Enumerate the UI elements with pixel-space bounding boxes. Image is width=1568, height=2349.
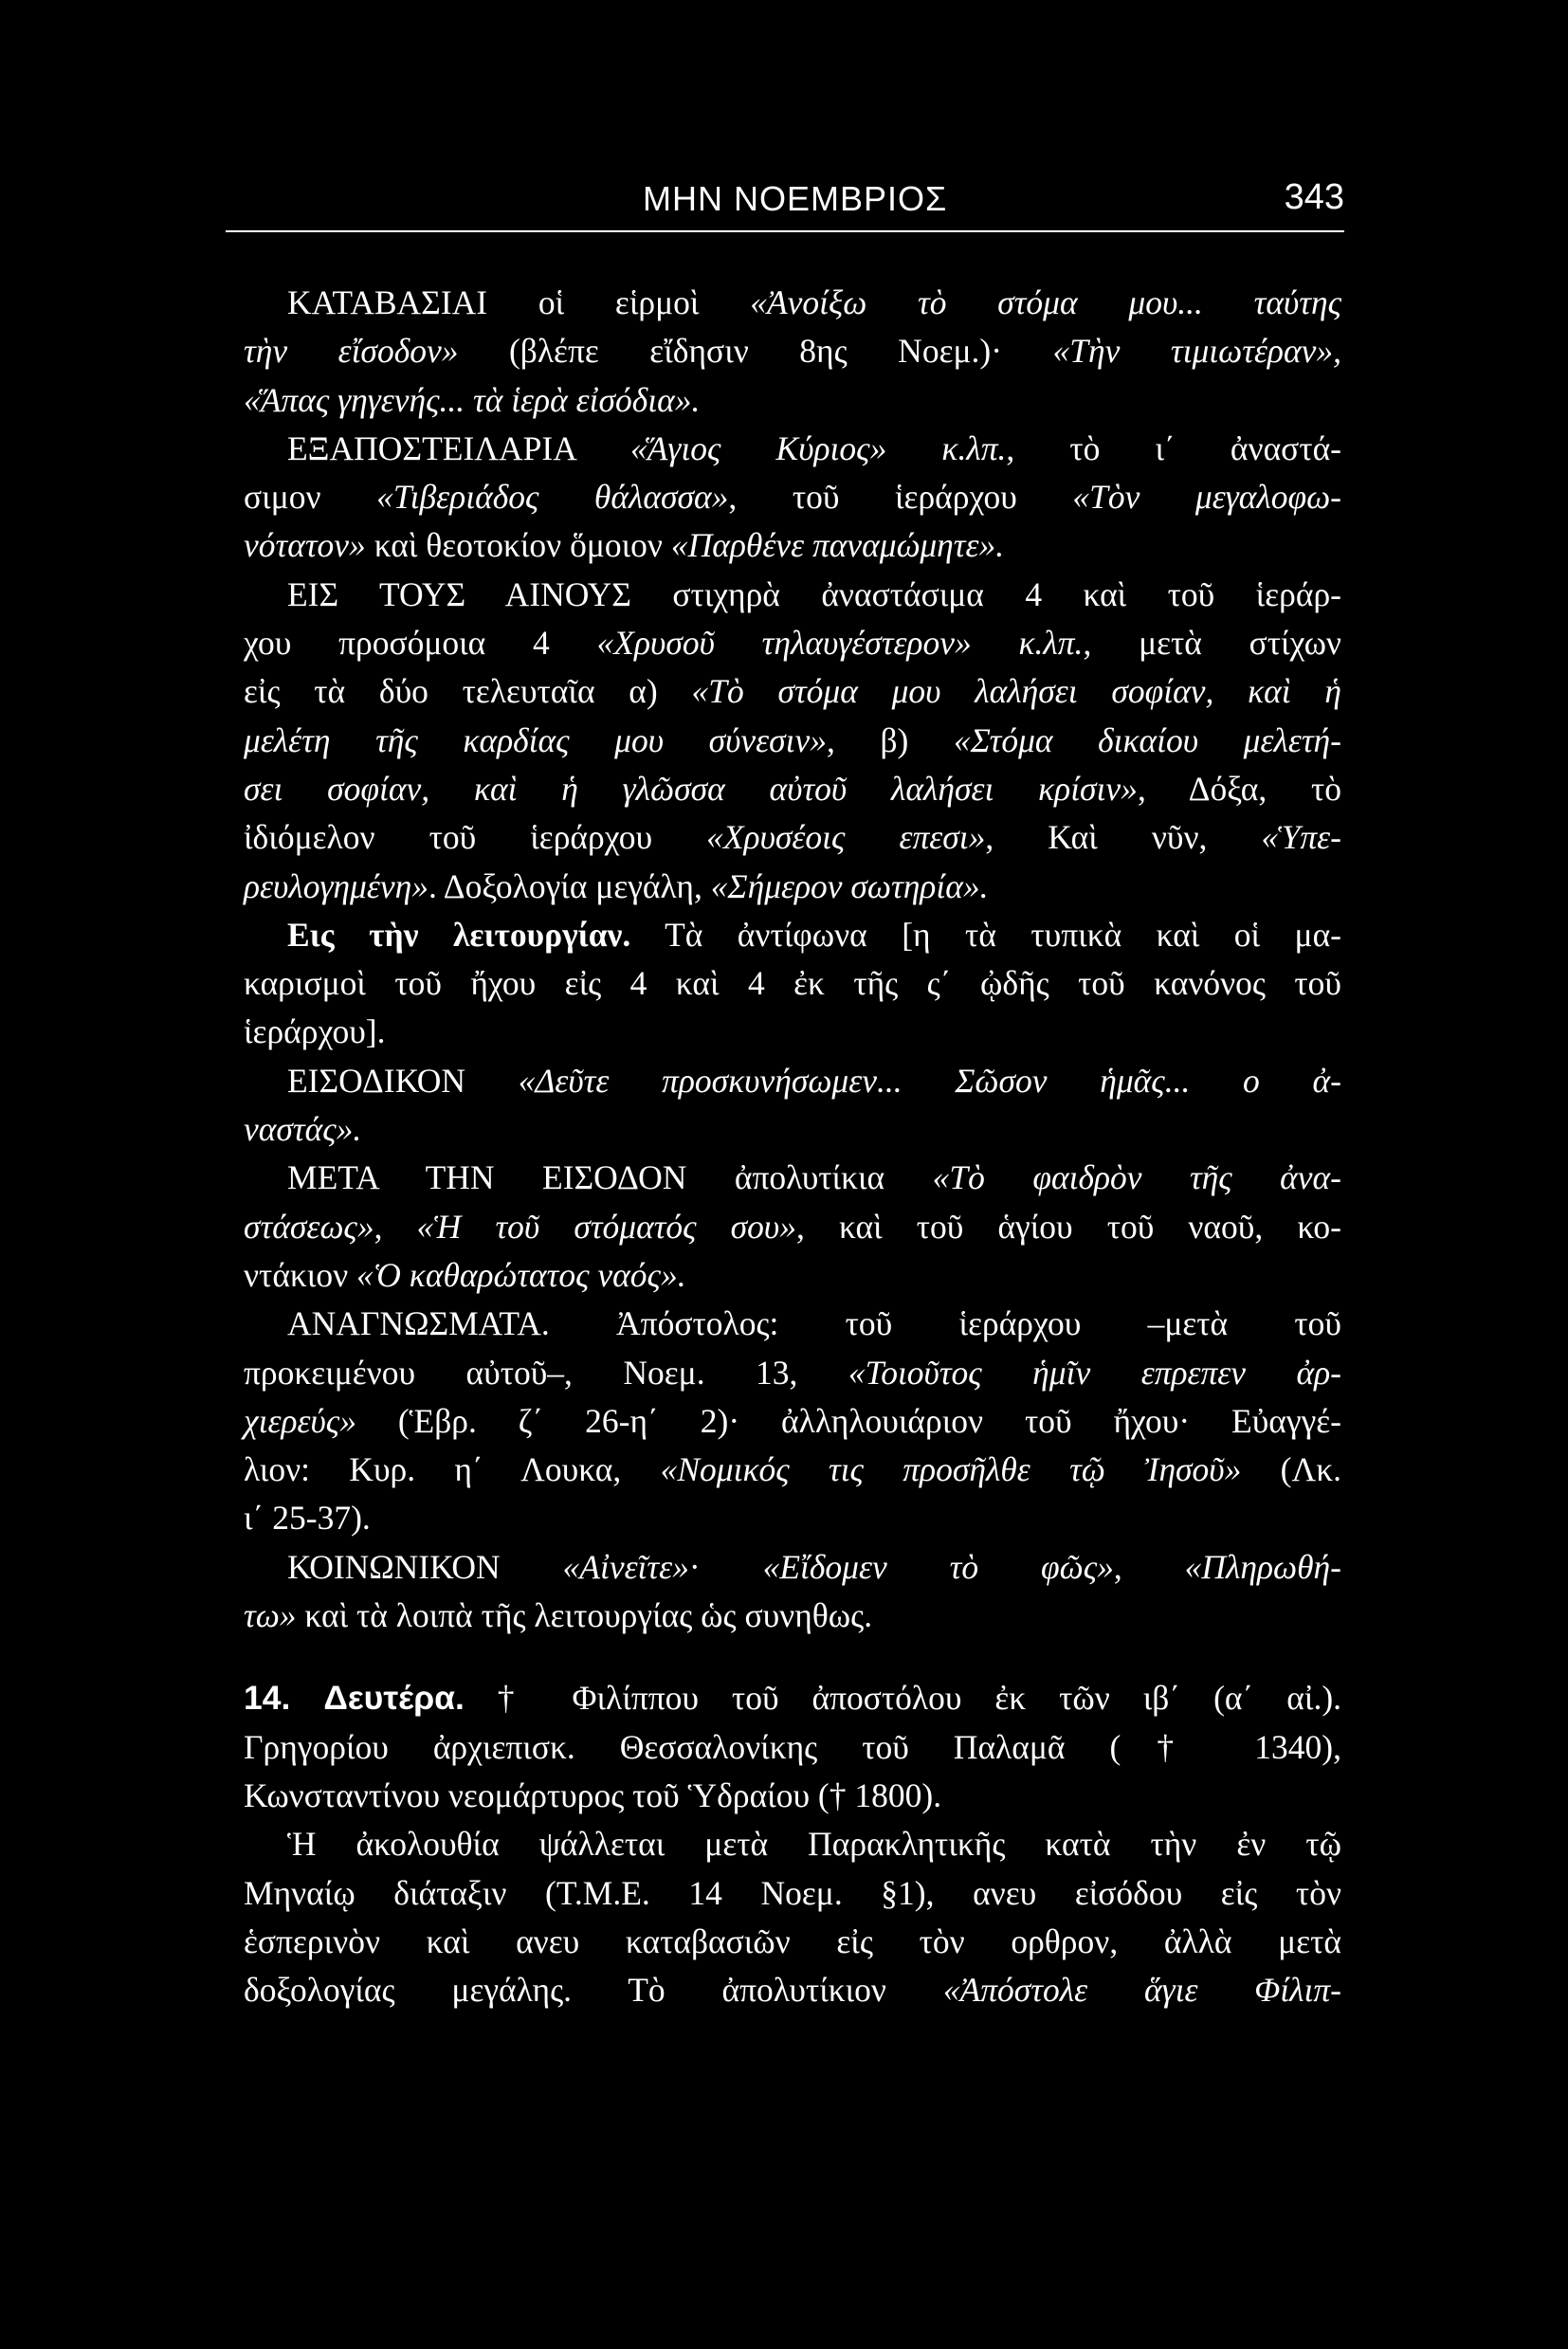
italic-run: στάσεως» (244, 1207, 374, 1246)
text-run: , β) (827, 720, 954, 759)
italic-run: «Τὸν μεγαλοφω- (1072, 478, 1342, 517)
italic-run: «Ἀνοίξω τὸ στόμα μου... ταύτης (750, 283, 1341, 321)
text-line (244, 765, 1341, 813)
italic-run: «Τὸ στόμα μου λαλήσει σοφίαν, καὶ ἡ (691, 672, 1341, 711)
italic-run: ρευλογημένη» (244, 866, 428, 905)
text-run: ἰδιόμελον τοῦ ἱεράρχου (244, 818, 707, 857)
paragraph-akolouthia (244, 1820, 1341, 2014)
text-run: , (374, 1207, 417, 1246)
text-line: ι΄ 25-37). (244, 1499, 371, 1538)
day-number: 14. (244, 1679, 291, 1718)
running-header (226, 173, 1344, 232)
text-line: ἑσπερινὸν καὶ ανευ καταβασιῶν εἰς τὸν ορθρον, ἀλλὰ μετὰ (244, 1921, 1341, 1960)
text-line (244, 863, 1341, 911)
text-run: , μετὰ στίχων (1083, 624, 1341, 663)
text-line: Γρηγορίου ἀρχιεπισκ. Θεσσαλονίκης τοῦ Παλαμᾶ († 1340), (244, 1727, 1341, 1766)
italic-run: «Τιβεριάδος θάλασσα» (376, 478, 729, 517)
day-name: Δευτέρα. (323, 1679, 465, 1718)
italic-run: «Ἀπόστολε ἅγιε Φίλιπ- (942, 1971, 1341, 2010)
text-line (244, 667, 1341, 716)
text-line (244, 1592, 1341, 1640)
italic-run: «Ἡ τοῦ στόματός σου» (416, 1207, 796, 1246)
italic-run: «Χρυσέοις επεσι» (706, 818, 986, 857)
text-line (244, 1154, 1341, 1202)
italic-run: χιερεύς» (244, 1401, 356, 1440)
italic-run: «Παρθένε παναμώμητε». (670, 526, 1005, 565)
text-run: , καὶ τοῦ ἁγίου τοῦ ναοῦ, κο- (795, 1207, 1342, 1246)
text-run: . Δοξολογία μεγάλη, (428, 866, 711, 905)
text-run: , (1113, 1547, 1185, 1586)
text-line (244, 1349, 1341, 1397)
italic-run: «Δεῦτε προσκυνήσωμεν... Σῶσον ἡμᾶς... ο ἀ- (518, 1061, 1341, 1100)
text-run: , τὸ ι΄ ἀναστά- (1006, 428, 1342, 467)
text-line (244, 473, 1341, 521)
text-line (244, 425, 1341, 473)
paragraph-ainoi (244, 571, 1341, 911)
italic-run: «Τοιοῦτος ἡμῖν επρεπεν ἀρ- (848, 1353, 1341, 1392)
text-run: λιον: Κυρ. η΄ Λουκα, (244, 1450, 661, 1489)
italic-run: «Εἴδομεν τὸ φῶς» (762, 1547, 1114, 1586)
paragraph-apolytikia (244, 1154, 1341, 1300)
text-line: καρισμοὶ τοῦ ἤχου εἰς 4 καὶ 4 ἐκ τῆς ς΄ ᾠδῆς τοῦ κανόνος τοῦ (244, 964, 1341, 1003)
text-line: ΕΙΣ ΤΟΥΣ ΑΙΝΟΥΣ στιχηρὰ ἀναστάσιμα 4 καὶ τοῦ ἱεράρ- (287, 574, 1341, 613)
paragraph-readings (244, 1300, 1341, 1542)
text-run: (Λκ. (1241, 1450, 1341, 1489)
italic-run: μελέτη τῆς καρδίας μου σύνεσιν» (244, 720, 828, 759)
text-line (244, 327, 1341, 375)
text-line (244, 813, 1341, 862)
paragraph-liturgy (244, 911, 1341, 1057)
text-line (244, 911, 1341, 959)
text-line: Ἡ ἀκολουθία ψάλλεται μετὰ Παρακλητικῆς κατὰ τὴν ἐν τῷ (287, 1825, 1341, 1864)
day-heading-line (244, 1674, 1341, 1722)
text-run: ΕΞΑΠΟΣΤΕΙΛΑΡΙΑ (287, 428, 630, 467)
italic-run: ναστάς». (244, 1110, 362, 1149)
text-run: · (688, 1547, 763, 1586)
text-run: ντάκιον (244, 1255, 357, 1294)
italic-run: «Ὁ καθαρώτατος ναός». (356, 1255, 686, 1294)
text-run: , Καὶ νῦν, (985, 818, 1262, 857)
text-run: εἰς τὰ δύο τελευταῖα α) (244, 672, 692, 711)
text-line (244, 521, 1341, 570)
text-run: χου προσόμοια 4 (244, 624, 597, 663)
text-run: καὶ τὰ λοιπὰ τῆς λειτουργίας ὡς συνηθως. (296, 1596, 873, 1635)
text-line: Κωνσταντίνου νεομάρτυρος τοῦ Ὑδραίου († 1800). (244, 1775, 942, 1814)
text-line (244, 1057, 1341, 1105)
day-commemoration: † Φιλίππου τοῦ ἀποστόλου ἐκ τῶν ιβ΄ (α΄ αἰ.). (464, 1679, 1342, 1718)
text-line (244, 1251, 1341, 1300)
text-run: Τὰ ἀντίφωνα [η τὰ τυπικὰ καὶ οἱ μα- (630, 915, 1342, 954)
text-run: δοξολογίας μεγάλης. Τὸ ἀπολυτίκιον (244, 1971, 943, 2010)
text-run: , Δόξα, τὸ (1137, 769, 1341, 808)
text-run: (βλέπε εἴδησιν 8ης Νοεμ.)· (458, 332, 1053, 371)
text-line (244, 619, 1341, 667)
italic-run: «Στόμα δικαίου μελετή- (953, 720, 1341, 759)
text-line (244, 1543, 1341, 1592)
text-line: Μηναίῳ διάταξιν (Τ.Μ.Ε. 14 Νοεμ. §1), ανευ εἰσόδου εἰς τὸν (244, 1873, 1341, 1912)
text-run: ΚΑΤΑΒΑΣΙΑΙ οἱ εἱρμοὶ (287, 283, 751, 321)
text-run: ΚΟΙΝΩΝΙΚΟΝ (287, 1547, 563, 1586)
text-line (244, 717, 1341, 765)
italic-run: τω» (244, 1596, 297, 1635)
page-number: 343 (1284, 177, 1344, 217)
italic-run: «Πληρωθή- (1184, 1547, 1341, 1586)
text-line (244, 1105, 1341, 1154)
text-run: καὶ θεοτοκίον ὅμοιον (365, 526, 671, 565)
italic-run: «Ἅγιος Κύριος» κ.λπ. (630, 428, 1007, 467)
italic-run: «Σήμερον σωτηρία». (710, 866, 989, 905)
italic-run: νότατον» (244, 526, 366, 565)
italic-run: «Αἰνεῖτε» (562, 1547, 689, 1586)
text-run: προκειμένου αὐτοῦ–, Νοεμ. 13, (244, 1353, 848, 1392)
italic-run: σει σοφίαν, καὶ ἡ γλῶσσα αὐτοῦ λαλήσει κρίσιν» (244, 769, 1138, 808)
text-run: (Ἑβρ. ζ΄ 26-η΄ 2)· ἀλληλουιάριον τοῦ ἤχου· Εὐαγγέ- (356, 1401, 1341, 1440)
italic-run: «Ἅπας γηγενής... τὰ ἱερὰ εἰσόδια». (244, 380, 701, 419)
italic-run: «Τὴν τιμιωτέραν», (1052, 332, 1341, 371)
text-line (244, 1966, 1341, 2014)
italic-run: «Τὸ φαιδρὸν τῆς ἀνα- (932, 1158, 1341, 1197)
body-text (244, 279, 1341, 2014)
text-run: σιμον (244, 478, 377, 517)
italic-run: τὴν εἴσοδον» (244, 332, 459, 371)
text-line (244, 279, 1341, 327)
text-line (244, 1397, 1341, 1446)
italic-run: «Νομικός τις προσῆλθε τῷ Ἰησοῦ» (660, 1450, 1242, 1489)
text-line: ΑΝΑΓΝΩΣΜΑΤΑ. Ἀπόστολος: τοῦ ἱεράρχου –μετὰ τοῦ (287, 1304, 1341, 1343)
day-entry (244, 1674, 1341, 1820)
text-run: , τοῦ ἱεράρχου (728, 478, 1073, 517)
text-run: ΜΕΤΑ ΤΗΝ ΕΙΣΟΔΟΝ ἀπολυτίκια (287, 1158, 933, 1197)
italic-run: «Ὑπε- (1261, 818, 1341, 857)
text-line: ἱεράρχου]. (244, 1012, 386, 1051)
italic-run: «Χρυσοῦ τηλαυγέστερον» κ.λπ. (596, 624, 1084, 663)
text-line (244, 1446, 1341, 1494)
bold-run: Εις τὴν λειτουργίαν. (287, 915, 631, 954)
paragraph-eisodikon (244, 1057, 1341, 1155)
text-line (244, 1203, 1341, 1251)
running-title: ΜΗΝ ΝΟΕΜΒΡΙΟΣ (643, 179, 948, 218)
paragraph-exaposteilaria (244, 425, 1341, 571)
text-line (244, 376, 1341, 425)
paragraph-koinonikon (244, 1543, 1341, 1641)
text-run: ΕΙΣΟΔΙΚΟΝ (287, 1061, 519, 1100)
paragraph-katavasiai (244, 279, 1341, 425)
